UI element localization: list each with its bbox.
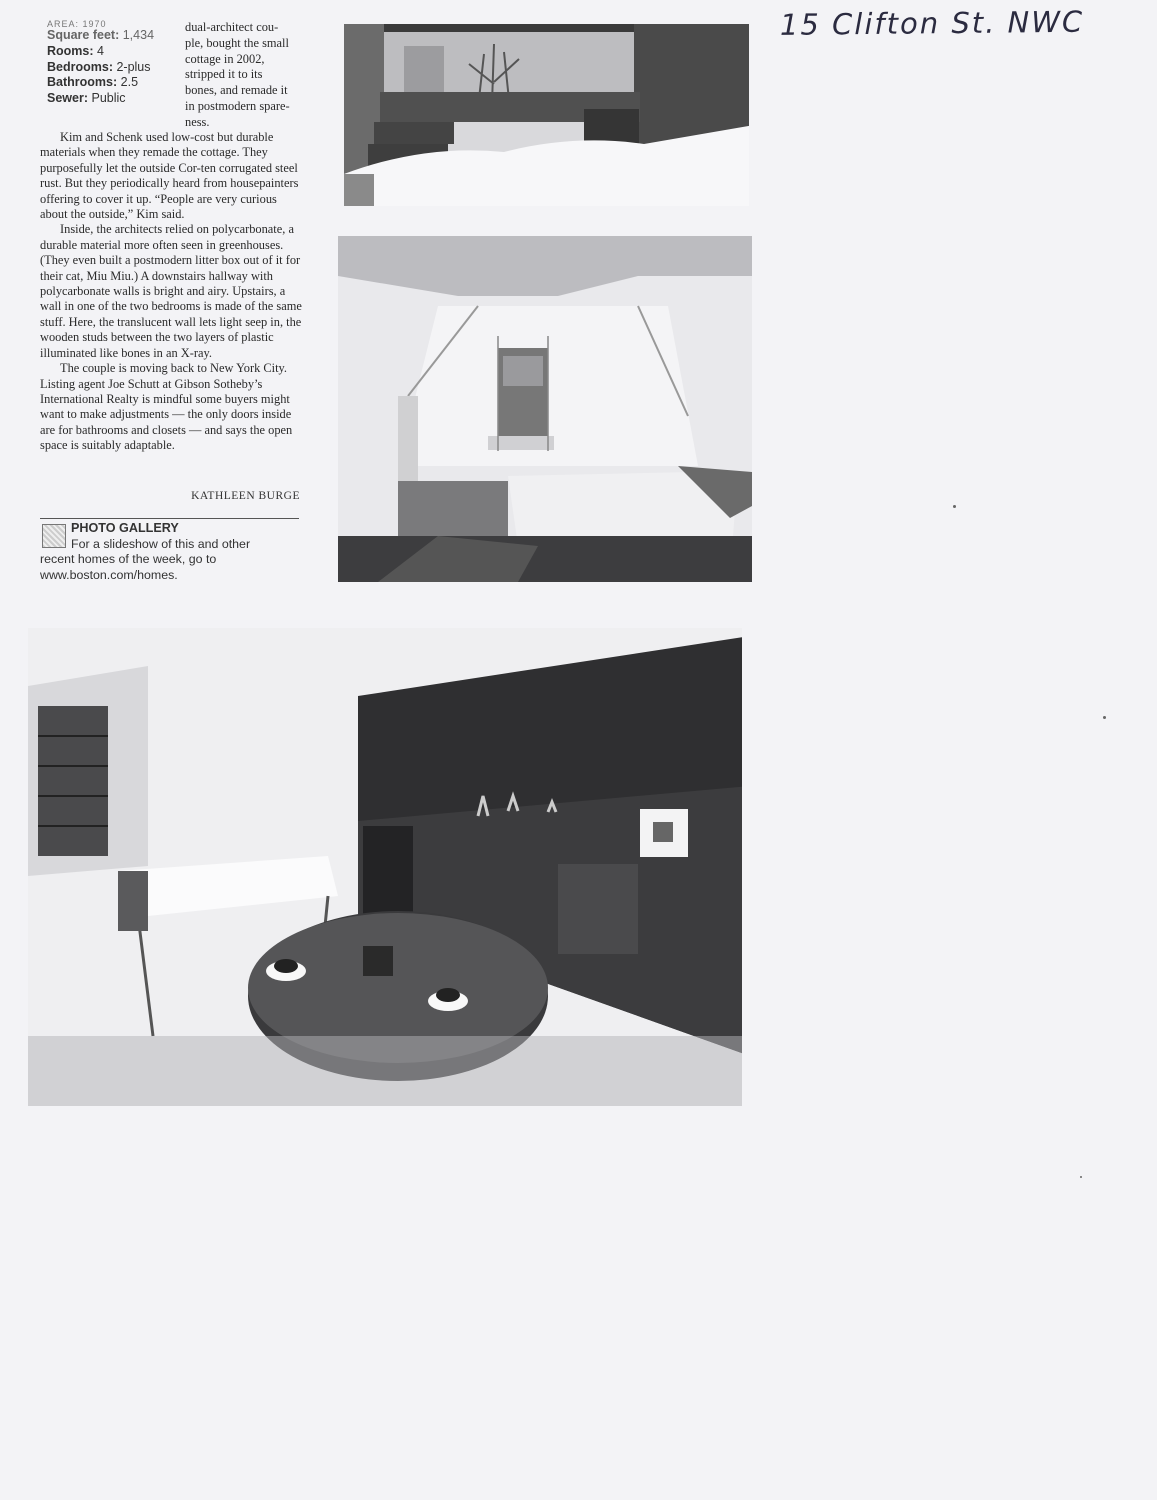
article-paragraph: Kim and Schenk used low-cost but durable materials when they remade the cottage. They purposefully let the outside Cor-ten corrugated steel rust. But they periodically heard from housepainters offering to cover it up. “People are very curious about the outside,” Kim said. [40,130,299,222]
scan-speck [1103,716,1106,719]
article-line: bones, and remade it [185,83,288,98]
scan-speck [953,505,956,508]
fact-rooms: Rooms: 4 [47,43,104,58]
gallery-text: recent homes of the week, go to [40,552,217,567]
fact-bathrooms: Bathrooms: 2.5 [47,75,139,90]
property-facts [47,20,177,107]
handwritten-address-note: 15 Clifton St. NWC [779,4,1085,42]
article-body [40,130,302,454]
article-byline: KATHLEEN BURGE [191,490,300,502]
article-line: ple, bought the small [185,35,289,50]
article-paragraph: The couple is moving back to New York City. Listing agent Joe Schutt at Gibson Sotheby’s International Realty is mindful some buyers might want to make adjustments — the only doors inside are for bathrooms and closets — and says the open space is suitably adaptable. [40,361,293,453]
article-line: dual-architect cou- [185,20,279,34]
gallery-title: PHOTO GALLERY [71,521,179,535]
article-paragraph: Inside, the architects relied on polycarbonate, a durable material more often seen in greenhouses. (They even built a postmodern litter box out of it for their cat, Miu Miu.) A downstairs hallway with polycarbonate walls is bright and airy. Upstairs, a wall in one of the two bedrooms is made of the same stuff. Here, the translucent wall lets light seep in, the wooden studs between the two layers of plastic illuminated like bones in an X-ray. [40,222,302,360]
photo-attic-bedroom [338,236,752,582]
divider-rule [40,518,299,519]
photo-gallery-promo [40,521,302,583]
fact-bedrooms: Bedrooms: 2-plus [47,59,151,74]
article-line: stripped it to its [185,67,263,82]
photo-exterior-steps [344,24,760,206]
gallery-text: For a slideshow of this and other [71,536,251,551]
article-line: in postmodern spare- [185,98,290,113]
article-line: cottage in 2002, [185,51,265,66]
scan-speck [1080,1176,1082,1178]
photo-kitchen-dining [28,616,752,1106]
fact-sewer: Sewer: Public [47,91,126,106]
fact-square-feet: Square feet: 1,434 [47,28,155,42]
camera-icon [42,524,66,548]
article-column-top [185,20,310,131]
article-line: ness. [185,114,210,129]
facts-cut-line: AREA: 1970 [47,20,107,28]
gallery-link[interactable]: www.boston.com/homes. [40,567,178,582]
